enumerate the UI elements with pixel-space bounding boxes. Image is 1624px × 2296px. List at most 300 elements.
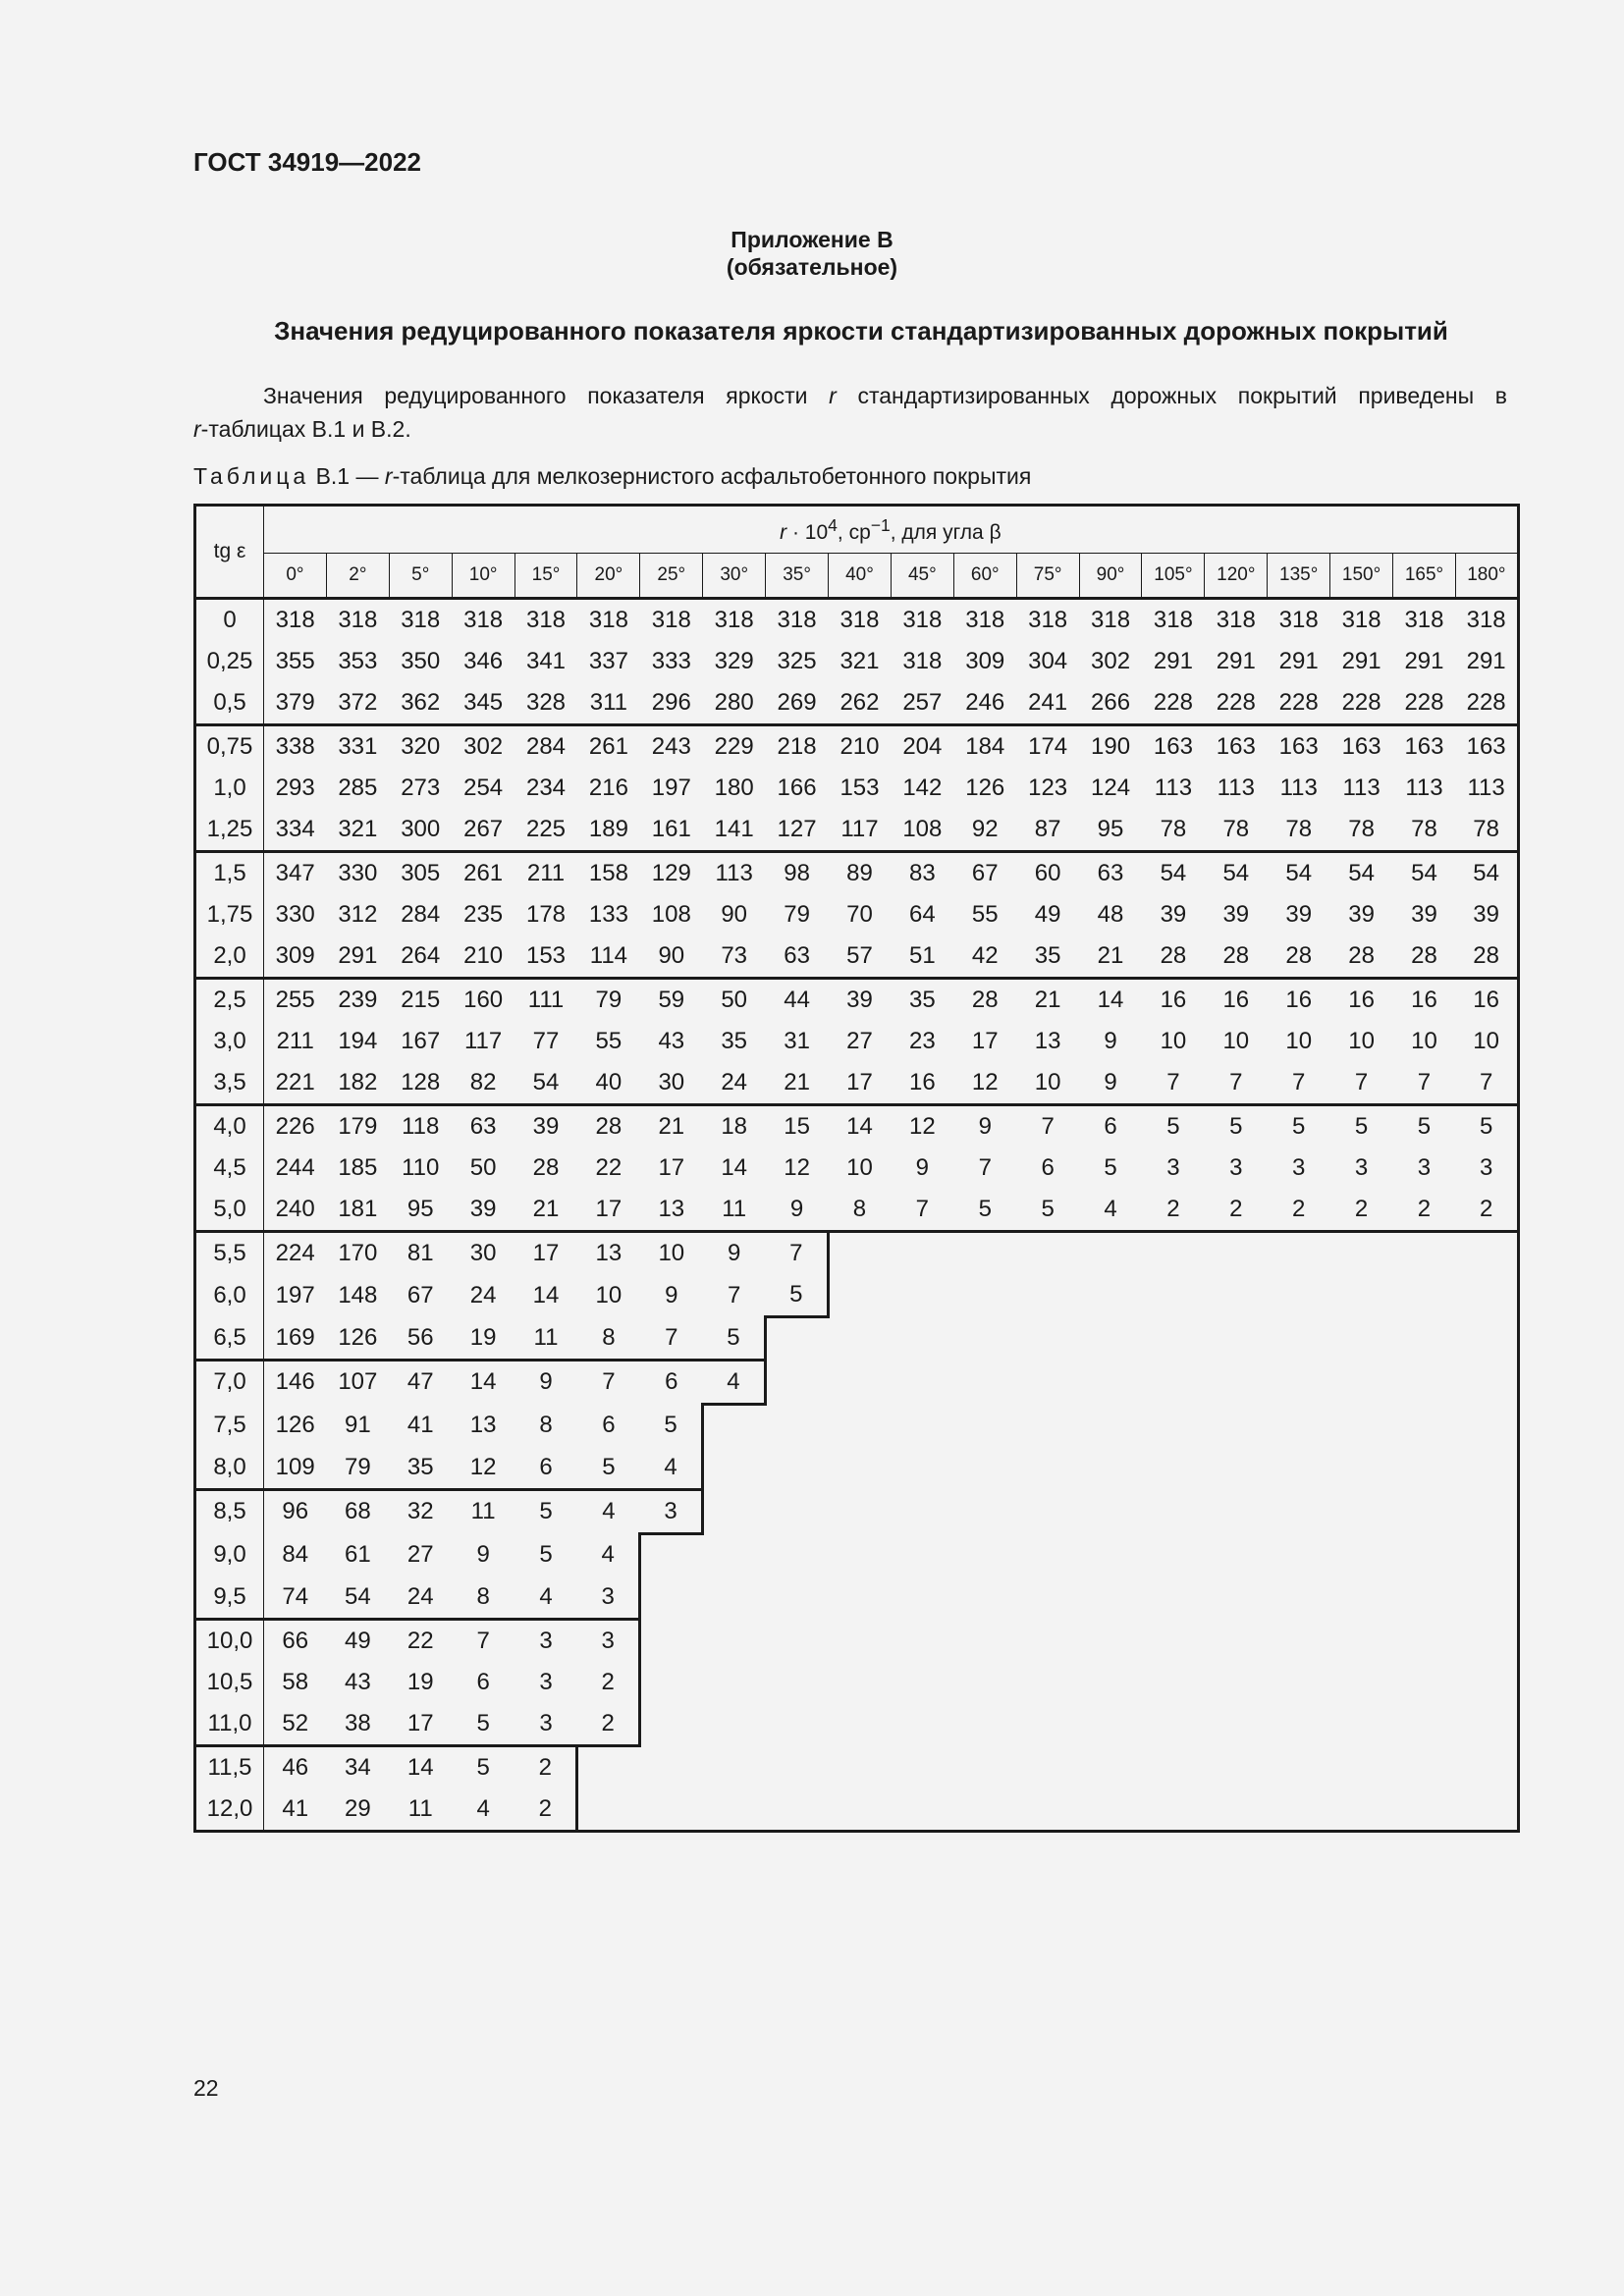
table-cell: 318 [1091, 607, 1131, 633]
table-cell: 318 [1153, 607, 1193, 633]
table-cell: 7 [1417, 1069, 1432, 1095]
row-label: 9,5 [195, 1576, 264, 1620]
table-cell: 169 [275, 1323, 315, 1351]
table-cell: 257 [902, 689, 943, 716]
table-cell: 111 [514, 979, 577, 1022]
table-cell: 30 [452, 1232, 514, 1275]
table-cell: 28 [953, 979, 1016, 1022]
table-cell: 22 [389, 1619, 452, 1662]
row-label: 2,5 [195, 979, 264, 1022]
table-cell: 318 [1216, 607, 1256, 633]
table-cell: 182 [338, 1069, 378, 1095]
row-label: 7,5 [195, 1404, 264, 1447]
table-cell: 3 [1417, 1154, 1432, 1181]
angle-header: 105° [1142, 554, 1205, 599]
empty-cell [1268, 1703, 1330, 1746]
table-cell: 39 [1411, 901, 1437, 928]
appendix-title: Приложение В [731, 227, 893, 252]
empty-cell [1079, 1232, 1142, 1275]
empty-cell [1142, 1789, 1205, 1832]
table-cell: 21 [1016, 979, 1079, 1022]
empty-cell [1268, 1789, 1330, 1832]
table-cell: 318 [714, 607, 754, 633]
table-cell: 280 [714, 689, 754, 716]
table-cell: 229 [703, 725, 766, 769]
empty-cell [703, 1745, 766, 1789]
table-cell: 197 [275, 1281, 315, 1308]
empty-cell [1330, 1745, 1393, 1789]
table-cell: 21 [532, 1196, 560, 1222]
table-cell: 6 [602, 1411, 616, 1438]
table-cell: 24 [721, 1069, 748, 1095]
row-label: 3,5 [195, 1062, 264, 1105]
empty-cell [1330, 1360, 1393, 1404]
table-cell: 5 [1016, 1189, 1079, 1232]
table-cell: 304 [1028, 648, 1068, 674]
empty-cell [1016, 1662, 1079, 1703]
table-cell: 5 [1142, 1105, 1205, 1148]
angle-header: 10° [452, 554, 514, 599]
table-cell: 266 [1091, 689, 1131, 716]
empty-cell [640, 1745, 703, 1789]
table-cell: 50 [469, 1154, 497, 1181]
table-cell: 318 [463, 607, 504, 633]
empty-cell [953, 1619, 1016, 1662]
table-cell: 211 [514, 852, 577, 895]
table-cell: 31 [784, 1028, 810, 1054]
table-cell: 190 [1079, 725, 1142, 769]
empty-cell [953, 1533, 1016, 1576]
table-cell: 70 [846, 901, 873, 928]
table-cell: 128 [401, 1069, 441, 1095]
table-cell: 347 [264, 852, 327, 895]
row-label: 5,5 [195, 1232, 264, 1275]
table-cell: 309 [275, 942, 315, 969]
empty-cell [1142, 1232, 1205, 1275]
table-cell: 39 [829, 979, 892, 1022]
table-cell: 3 [1166, 1154, 1180, 1181]
table-cell: 318 [1278, 607, 1319, 633]
table-cell: 21 [640, 1105, 703, 1148]
table-cell: 228 [1153, 689, 1193, 716]
table-cell: 333 [651, 648, 691, 674]
empty-cell [953, 1360, 1016, 1404]
table-cell: 126 [338, 1323, 378, 1351]
empty-cell [1268, 1317, 1330, 1361]
table-cell: 113 [703, 852, 766, 895]
table-cell: 243 [640, 725, 703, 769]
table-row [195, 979, 1519, 1022]
table-cell: 28 [1222, 942, 1250, 969]
table-row [195, 1360, 1519, 1404]
table-row [195, 725, 1519, 769]
table-cell: 239 [326, 979, 389, 1022]
table-cell: 7 [1354, 1069, 1369, 1095]
table-cell: 77 [532, 1028, 560, 1054]
table-row [195, 1489, 1519, 1533]
table-cell: 2 [1330, 1189, 1393, 1232]
table-cell: 341 [525, 648, 567, 674]
table-cell: 54 [1142, 852, 1205, 895]
angle-header: 40° [829, 554, 892, 599]
table-cell: 2 [1393, 1189, 1456, 1232]
table-cell: 7 [665, 1323, 678, 1351]
table-cell: 163 [1393, 725, 1456, 769]
table-cell: 63 [1079, 852, 1142, 895]
empty-cell [1455, 1489, 1518, 1533]
table-cell: 228 [1404, 689, 1444, 716]
table-cell: 17 [658, 1154, 685, 1181]
table-cell: 113 [1154, 774, 1193, 801]
table-row [195, 1703, 1519, 1746]
table-cell: 133 [588, 901, 628, 928]
table-cell: 16 [1142, 979, 1205, 1022]
table-cell: 10 [1285, 1028, 1313, 1054]
table-cell: 84 [282, 1540, 309, 1568]
table-cell: 5 [640, 1404, 703, 1447]
empty-cell [1079, 1533, 1142, 1576]
empty-cell [1393, 1619, 1456, 1662]
empty-cell [1079, 1317, 1142, 1361]
table-cell: 118 [389, 1105, 452, 1148]
empty-cell [1079, 1745, 1142, 1789]
table-cell: 379 [275, 689, 315, 716]
empty-cell [1142, 1489, 1205, 1533]
empty-cell [891, 1703, 953, 1746]
table-cell: 331 [326, 725, 389, 769]
table-cell: 2 [514, 1745, 577, 1789]
table-cell: 4 [1079, 1189, 1142, 1232]
table-cell: 215 [389, 979, 452, 1022]
table-row [195, 641, 1519, 682]
table-cell: 4 [476, 1794, 490, 1822]
table-cell: 6 [1079, 1105, 1142, 1148]
empty-cell [1079, 1703, 1142, 1746]
table-cell: 17 [971, 1028, 999, 1054]
table-row [195, 1447, 1519, 1490]
table-cell: 318 [902, 648, 943, 674]
table-cell: 240 [275, 1196, 315, 1222]
table-cell: 63 [784, 942, 810, 969]
table-cell: 330 [275, 901, 315, 928]
table-cell: 353 [338, 648, 378, 674]
table-cell: 67 [953, 852, 1016, 895]
table-row [195, 1274, 1519, 1317]
empty-cell [1455, 1662, 1518, 1703]
empty-cell [1393, 1662, 1456, 1703]
table-caption: Таблица В.1 — r-таблица для мелкозернистого асфальтобетонного покрытия [193, 463, 1032, 489]
table-cell: 8 [602, 1323, 616, 1351]
empty-cell [1455, 1317, 1518, 1361]
empty-cell [1079, 1789, 1142, 1832]
table-cell: 54 [344, 1582, 371, 1610]
table-cell: 35 [1034, 942, 1061, 969]
table-cell: 284 [514, 725, 577, 769]
table-cell: 5 [1104, 1154, 1117, 1181]
empty-cell [829, 1274, 892, 1317]
empty-cell [766, 1489, 829, 1533]
empty-cell [766, 1576, 829, 1620]
table-cell: 4 [640, 1447, 703, 1490]
empty-cell [1455, 1232, 1518, 1275]
table-cell: 7 [1229, 1069, 1243, 1095]
table-cell: 55 [595, 1028, 623, 1054]
table-row [195, 599, 1519, 642]
row-label: 8,0 [195, 1447, 264, 1490]
table-cell: 39 [469, 1196, 497, 1222]
paragraph-line-2: r-таблицах В.1 и В.2. [193, 416, 411, 442]
empty-cell [1142, 1274, 1205, 1317]
table-cell: 6 [640, 1360, 703, 1404]
empty-cell [1268, 1360, 1330, 1404]
table-cell: 204 [891, 725, 953, 769]
table-cell: 7 [1016, 1105, 1079, 1148]
table-cell: 35 [721, 1028, 748, 1054]
table-cell: 95 [406, 1196, 434, 1222]
empty-cell [953, 1703, 1016, 1746]
page-number: 22 [193, 2075, 219, 2101]
table-cell: 10 [846, 1154, 873, 1181]
empty-cell [1142, 1703, 1205, 1746]
table-cell: 92 [971, 816, 999, 842]
table-cell: 9 [514, 1360, 577, 1404]
table-cell: 57 [846, 942, 873, 969]
empty-cell [766, 1662, 829, 1703]
angle-header: 135° [1268, 554, 1330, 599]
table-cell: 2 [1268, 1189, 1330, 1232]
empty-cell [1016, 1232, 1079, 1275]
empty-cell [1079, 1404, 1142, 1447]
table-cell: 7 [766, 1232, 829, 1275]
empty-cell [1205, 1745, 1268, 1789]
empty-cell [1330, 1703, 1393, 1746]
empty-cell [703, 1703, 766, 1746]
table-cell: 142 [902, 774, 943, 801]
table-cell: 5 [1455, 1105, 1518, 1148]
table-row [195, 768, 1519, 809]
table-cell: 318 [1341, 607, 1381, 633]
table-cell: 10 [1160, 1028, 1187, 1054]
table-cell: 10 [595, 1281, 623, 1308]
table-cell: 28 [1160, 942, 1187, 969]
empty-cell [1393, 1274, 1456, 1317]
empty-cell [1016, 1489, 1079, 1533]
table-cell: 27 [846, 1028, 873, 1054]
table-cell: 7 [452, 1619, 514, 1662]
row-label: 3,0 [195, 1021, 264, 1062]
table-cell: 35 [406, 1453, 434, 1480]
table-cell: 89 [829, 852, 892, 895]
empty-cell [1016, 1789, 1079, 1832]
empty-cell [1016, 1274, 1079, 1317]
table-cell: 3 [1229, 1154, 1243, 1181]
table-cell: 113 [1217, 774, 1255, 801]
section-title: Значения редуцированного показателя яркости стандартизированных дорожных покрытий [274, 316, 1448, 346]
table-cell: 5 [766, 1274, 829, 1317]
table-cell: 39 [1473, 901, 1499, 928]
empty-cell [766, 1404, 829, 1447]
table-cell: 261 [577, 725, 640, 769]
empty-cell [766, 1447, 829, 1490]
empty-cell [640, 1619, 703, 1662]
empty-cell [1330, 1317, 1393, 1361]
table-cell: 5 [476, 1709, 490, 1736]
empty-cell [1330, 1619, 1393, 1662]
table-cell: 82 [469, 1069, 497, 1095]
empty-cell [891, 1360, 953, 1404]
table-cell: 5 [953, 1189, 1016, 1232]
table-cell: 305 [389, 852, 452, 895]
table-cell: 91 [344, 1411, 371, 1438]
empty-cell [1455, 1274, 1518, 1317]
empty-cell [1330, 1447, 1393, 1490]
table-cell: 78 [1348, 816, 1375, 842]
table-cell: 74 [282, 1582, 309, 1610]
empty-cell [1205, 1232, 1268, 1275]
table-cell: 47 [389, 1360, 452, 1404]
empty-cell [1455, 1360, 1518, 1404]
table-cell: 5 [1268, 1105, 1330, 1148]
empty-cell [953, 1317, 1016, 1361]
table-cell: 124 [1091, 774, 1131, 801]
table-cell: 246 [965, 689, 1005, 716]
row-label: 7,0 [195, 1360, 264, 1404]
table-cell: 13 [658, 1196, 685, 1222]
table-cell: 96 [264, 1489, 327, 1533]
table-cell: 346 [463, 648, 504, 674]
empty-cell [953, 1404, 1016, 1447]
table-cell: 2 [1455, 1189, 1518, 1232]
empty-cell [1205, 1619, 1268, 1662]
table-cell: 16 [1455, 979, 1518, 1022]
empty-cell [829, 1703, 892, 1746]
table-cell: 2 [577, 1662, 640, 1703]
table-row [195, 1317, 1519, 1361]
empty-cell [1142, 1533, 1205, 1576]
table-cell: 66 [264, 1619, 327, 1662]
table-cell: 11 [452, 1489, 514, 1533]
table-cell: 87 [1034, 816, 1061, 842]
table-cell: 44 [766, 979, 829, 1022]
table-cell: 3 [577, 1576, 640, 1620]
paragraph-line-1: Значения редуцированного показателя яркости r стандартизированных дорожных покрытий приведены в [263, 383, 1507, 408]
empty-cell [703, 1789, 766, 1832]
table-cell: 228 [1278, 689, 1319, 716]
table-cell: 108 [651, 901, 691, 928]
table-cell: 9 [476, 1540, 490, 1568]
table-cell: 291 [1153, 648, 1193, 674]
table-cell: 8 [476, 1582, 490, 1610]
table-cell: 3 [1354, 1154, 1369, 1181]
table-cell: 5 [602, 1453, 616, 1480]
table-cell: 29 [344, 1794, 371, 1822]
table-cell: 79 [344, 1453, 371, 1480]
table-cell: 78 [1222, 816, 1250, 842]
empty-cell [891, 1619, 953, 1662]
table-cell: 179 [326, 1105, 389, 1148]
angle-header: 120° [1205, 554, 1268, 599]
table-row [195, 1021, 1519, 1062]
empty-cell [1393, 1489, 1456, 1533]
table-cell: 291 [1466, 648, 1506, 674]
table-cell: 7 [1292, 1069, 1306, 1095]
row-label: 6,5 [195, 1317, 264, 1361]
table-cell: 51 [909, 942, 936, 969]
table-cell: 318 [839, 607, 880, 633]
table-cell: 35 [891, 979, 953, 1022]
empty-cell [1393, 1576, 1456, 1620]
table-cell: 12 [784, 1154, 810, 1181]
table-row [195, 1533, 1519, 1576]
table-cell: 7 [1166, 1069, 1180, 1095]
table-cell: 3 [539, 1668, 553, 1695]
angle-header: 15° [514, 554, 577, 599]
empty-cell [1205, 1274, 1268, 1317]
table-cell: 5 [452, 1745, 514, 1789]
table-cell: 158 [577, 852, 640, 895]
table-cell: 2 [1142, 1189, 1205, 1232]
table-cell: 226 [264, 1105, 327, 1148]
table-cell: 163 [1455, 725, 1518, 769]
table-row [195, 1148, 1519, 1189]
empty-cell [766, 1317, 829, 1361]
table-cell: 113 [1467, 774, 1505, 801]
table-cell: 6 [476, 1668, 490, 1695]
row-label: 11,5 [195, 1745, 264, 1789]
table-cell: 216 [588, 774, 628, 801]
empty-cell [1268, 1533, 1330, 1576]
table-cell: 73 [721, 942, 748, 969]
table-cell: 3 [514, 1619, 577, 1662]
table-cell: 318 [902, 607, 943, 633]
empty-cell [640, 1662, 703, 1703]
table-cell: 12 [469, 1453, 497, 1480]
table-cell: 63 [452, 1105, 514, 1148]
table-cell: 264 [401, 942, 441, 969]
table-cell: 210 [463, 942, 504, 969]
table-cell: 81 [389, 1232, 452, 1275]
empty-cell [1079, 1360, 1142, 1404]
table-cell: 345 [463, 689, 504, 716]
table-row [195, 1576, 1519, 1620]
empty-cell [1330, 1489, 1393, 1533]
table-cell: 174 [1016, 725, 1079, 769]
table-cell: 163 [1268, 725, 1330, 769]
table-cell: 189 [588, 816, 628, 842]
table-cell: 181 [338, 1196, 378, 1222]
empty-cell [829, 1576, 892, 1620]
table-cell: 11 [407, 1794, 433, 1822]
table-cell: 11 [722, 1196, 747, 1222]
table-cell: 10 [1034, 1069, 1061, 1095]
empty-cell [1455, 1533, 1518, 1576]
empty-cell [953, 1489, 1016, 1533]
empty-cell [953, 1447, 1016, 1490]
group-header: $r \cdot 10^4$, $ср^{-1}$, для угла β [264, 506, 1519, 554]
table-cell: 325 [777, 648, 817, 674]
table-cell: 61 [344, 1540, 371, 1568]
empty-cell [891, 1489, 953, 1533]
table-cell: 309 [965, 648, 1005, 674]
table-cell: 14 [721, 1154, 748, 1181]
table-cell: 28 [1348, 942, 1375, 969]
table-cell: 10 [1222, 1028, 1250, 1054]
table-cell: 2 [1205, 1189, 1268, 1232]
table-cell: 49 [326, 1619, 389, 1662]
table-cell: 5 [1330, 1105, 1393, 1148]
empty-cell [1393, 1789, 1456, 1832]
table-cell: 302 [452, 725, 514, 769]
